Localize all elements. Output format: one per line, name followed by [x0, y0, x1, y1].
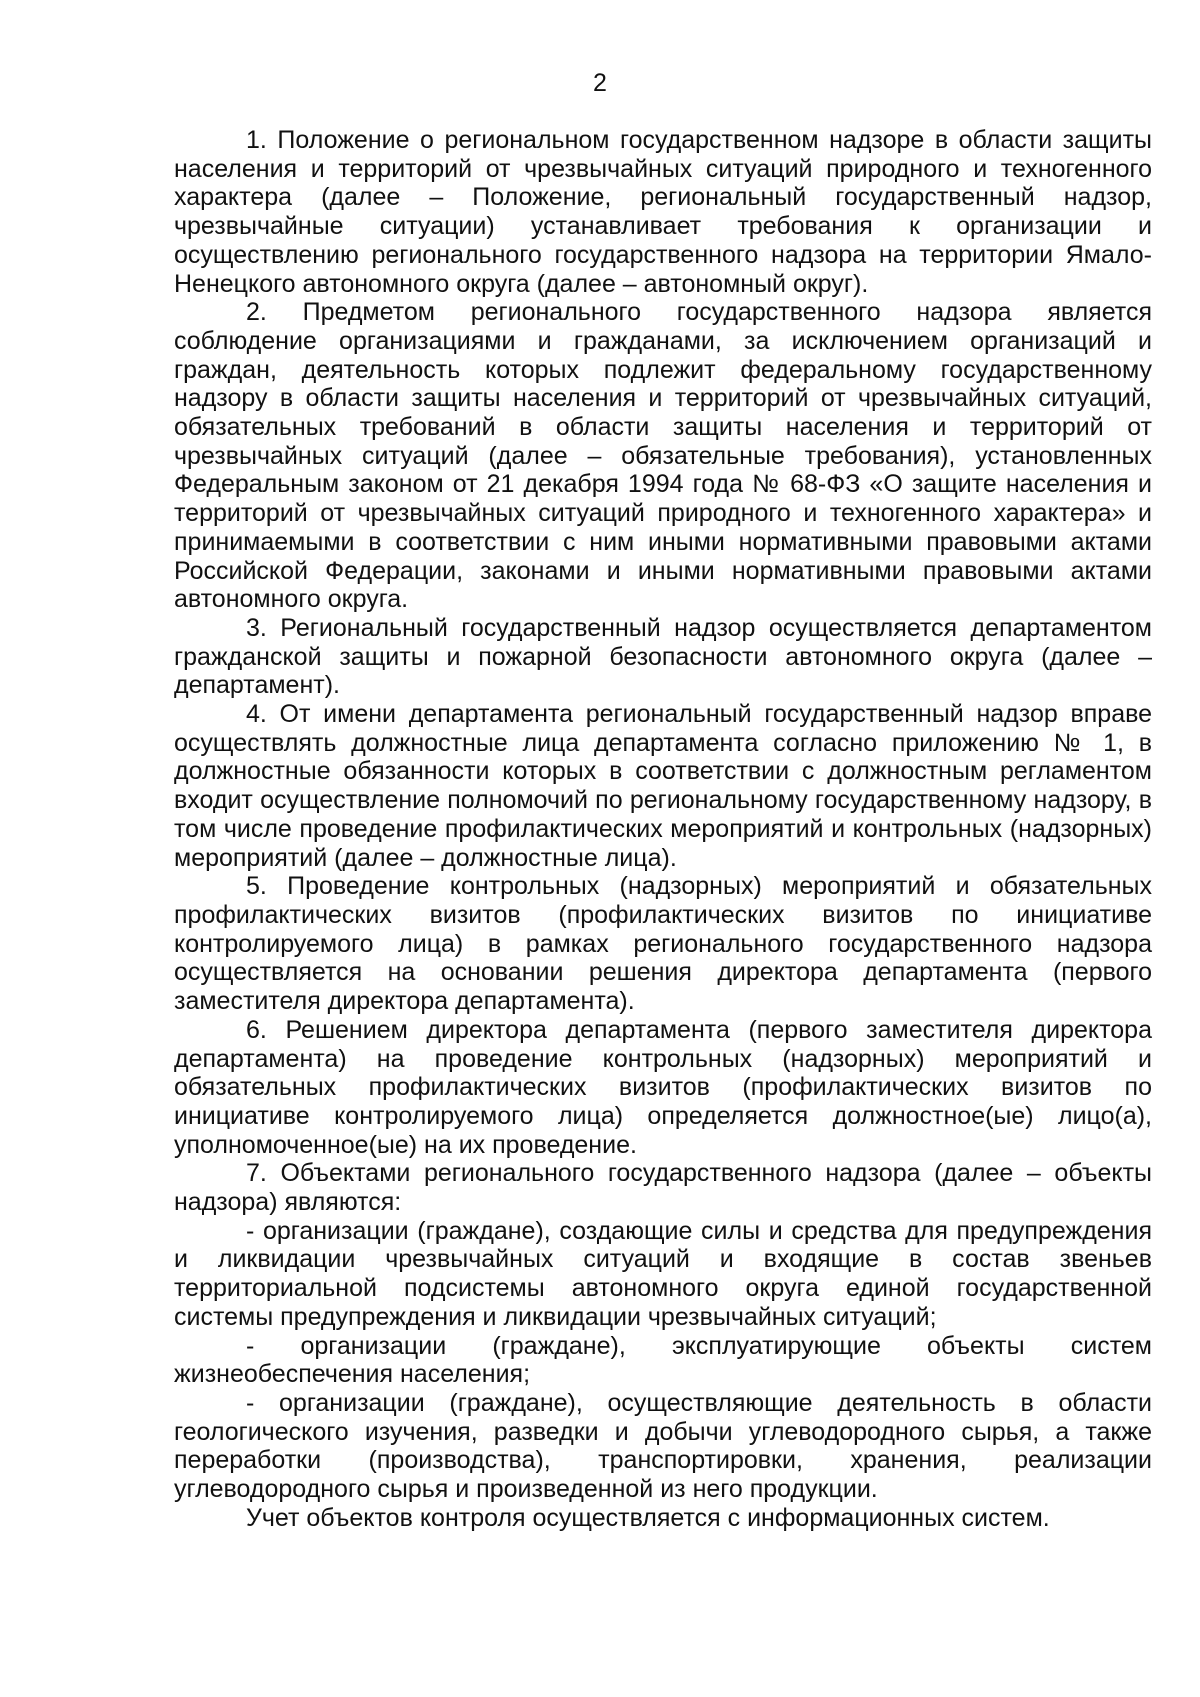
paragraph-5: 5. Проведение контрольных (надзорных) мероприятий и обязательных профилактических визитов (профилактических визитов по инициативе контролируемого лица) в рамках регионального государственного надзора осуществляется на основании решения директора департамента (первого заместителя директора департамента).: [174, 872, 1152, 1016]
list-item-2: - организации (граждане), эксплуатирующие объекты систем жизнеобеспечения населения;: [174, 1331, 1152, 1389]
paragraph-2: 2. Предметом регионального государственного надзора является соблюдение организациями и гражданами, за исключением организаций и граждан, деятельность которых подлежит федеральному государственному надзору в области защиты населения и территорий от чрезвычайных ситуаций, обязательных требований в области защиты населения и территорий от чрезвычайных ситуаций (далее – обязательные требования), установленных Федеральным законом от 21 декабря 1994 года № 68-ФЗ «О защите населения и территорий от чрезвычайных ситуаций природного и техногенного характера» и принимаемыми в соответствии с ним иными нормативными правовыми актами Российской Федерации, законами и иными нормативными правовыми актами автономного округа.: [174, 298, 1152, 614]
paragraph-1: 1. Положение о региональном государственном надзоре в области защиты населения и территорий от чрезвычайных ситуаций природного и техногенного характера (далее – Положение, региональный государственный надзор, чрезвычайные ситуации) устанавливает требования к организации и осуществлению регионального государственного надзора на территории Ямало-Ненецкого автономного округа (далее – автономный округ).: [174, 126, 1152, 298]
document-body: [174, 126, 1152, 1532]
list-item-1: - организации (граждане), создающие силы и средства для предупреждения и ликвидации чрезвычайных ситуаций и входящие в состав звеньев территориальной подсистемы автономного округа единой государственной системы предупреждения и ликвидации чрезвычайных ситуаций;: [174, 1216, 1152, 1331]
paragraph-7: 7. Объектами регионального государственного надзора (далее – объекты надзора) являются:: [174, 1159, 1152, 1217]
paragraph-4: 4. От имени департамента региональный государственный надзор вправе осуществлять должностные лица департамента согласно приложению № 1, в должностные обязанности которых в соответствии с должностным регламентом входит осуществление полномочий по региональному государственному надзору, в том числе проведение профилактических мероприятий и контрольных (надзорных) мероприятий (далее – должностные лица).: [174, 700, 1152, 872]
closing-paragraph: Учет объектов контроля осуществляется с информационных систем.: [246, 1503, 1050, 1532]
paragraph-3: 3. Региональный государственный надзор осуществляется департаментом гражданской защиты и пожарной безопасности автономного округа (далее – департамент).: [174, 613, 1152, 700]
list-item-3: - организации (граждане), осуществляющие деятельность в области геологического изучения, разведки и добычи углеводородного сырья, а также переработки (производства), транспортировки, хранения, реализации углеводородного сырья и произведенной из него продукции.: [174, 1388, 1152, 1504]
page-number: 2: [593, 69, 607, 97]
paragraph-6: 6. Решением директора департамента (первого заместителя директора департамента) на проведение контрольных (надзорных) мероприятий и обязательных профилактических визитов (профилактических визитов по инициативе контролируемого лица) определяется должностное(ые) лицо(а), уполномоченное(ые) на их проведение.: [174, 1015, 1152, 1159]
